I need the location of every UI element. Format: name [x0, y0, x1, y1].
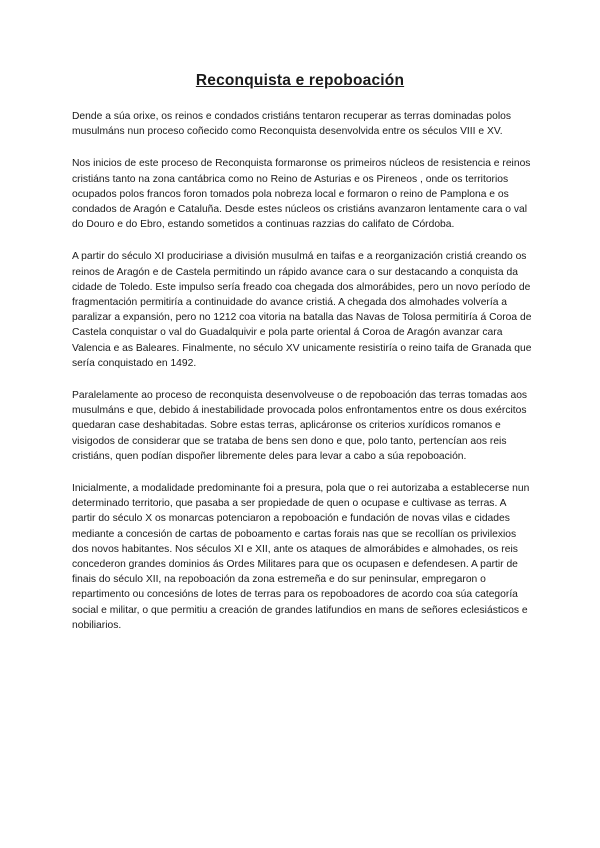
- paragraph-1: Dende a súa orixe, os reinos e condados cristiáns tentaron recuperar as terras dominadas polos musulmáns nun proceso coñecido como Reconquista desenvolvida entre os séculos VIII e XV.: [72, 111, 512, 138]
- document-body: [72, 109, 532, 650]
- paragraph-5: Inicialmente, a modalidade predominante foi a presura, pola que o rei autorizaba a establecerse nun determinado territorio, que pasaba a ser propiedade de quen o ocupase e cultivase as terras. A partir do século X os monarcas potenciaron a repoboación e fundación de novas vilas e cidades mediante a concesión de cartas de poboamento e cartas forais nas que se recollían os privilexios dos novos habitantes. Nos séculos XI e XII, ante os ataques de almorábides e almohades, os reis concederon grandes dominios ás Ordes Militares para que os ocupasen e defendesen. A partir de finais do século XII, na repoboación da zona estremeña e do sur peninsular, empregaron o repartimento ou concesións de lotes de terras para os repoboadores de acordo coa súa categoría social e militar, o que permitiu a creación de grandes latifundios en mans de señores eclesiásticos e nobiliarios.: [72, 483, 530, 631]
- paragraph-3: A partir do século XI produciriase a división musulmá en taifas e a reorganización cristiá creando os reinos de Aragón e de Castela permitindo un rápido avance cara o sur destacando a conquista da cidade de Toledo. Este impulso sería freado coa chegada dos almorábides, pero un novo período de fragmentación permitiría a continuidade do avance cristiá. A chegada dos almohades volvería a paralizar a expansión, pero no 1212 coa vitoria na batalla das Navas de Tolosa permitiría á Coroa de Castela conquistar o val do Guadalquivir e pola parte oriental á Coroa de Aragón avanzar cara Valencia e as Baleares. Finalmente, no século XV unicamente resistiría o reino taifa de Granada que sería conquistado en 1492.: [72, 251, 532, 369]
- page-title: Reconquista e repoboación: [195, 72, 405, 89]
- paragraph-4: Paralelamente ao proceso de reconquista desenvolveuse o de repoboación das terras tomadas aos musulmáns e que, debido á inestabilidade provocada polos enfrontamentos entre os dous exércitos quedaran case deshabitadas. Sobre estas terras, aplicáronse os criterios xurídicos romanos e visigodos de considerar que se trataba de bens sen dono e que, polo tanto, pertencían aos reis cristiáns, quen podían dispoñer libremente deles para levar a cabo a súa repoboación.: [72, 390, 528, 462]
- paragraph-2: Nos inicios de este proceso de Reconquista formaronse os primeiros núcleos de resistencia e reinos cristiáns tanto na zona cantábrica como no Reino de Asturias e os Pireneos , onde os territorios ocupados polos francos foron tomados pola nobreza local e formaron o reino de Pamplona e os condados de Aragón e Cataluña. Desde estes núcleos os cristiáns avanzaron lentamente cara o val do Douro e do Ebro, estando sometidos a continuas razzias do califato de Córdoba.: [72, 158, 531, 231]
